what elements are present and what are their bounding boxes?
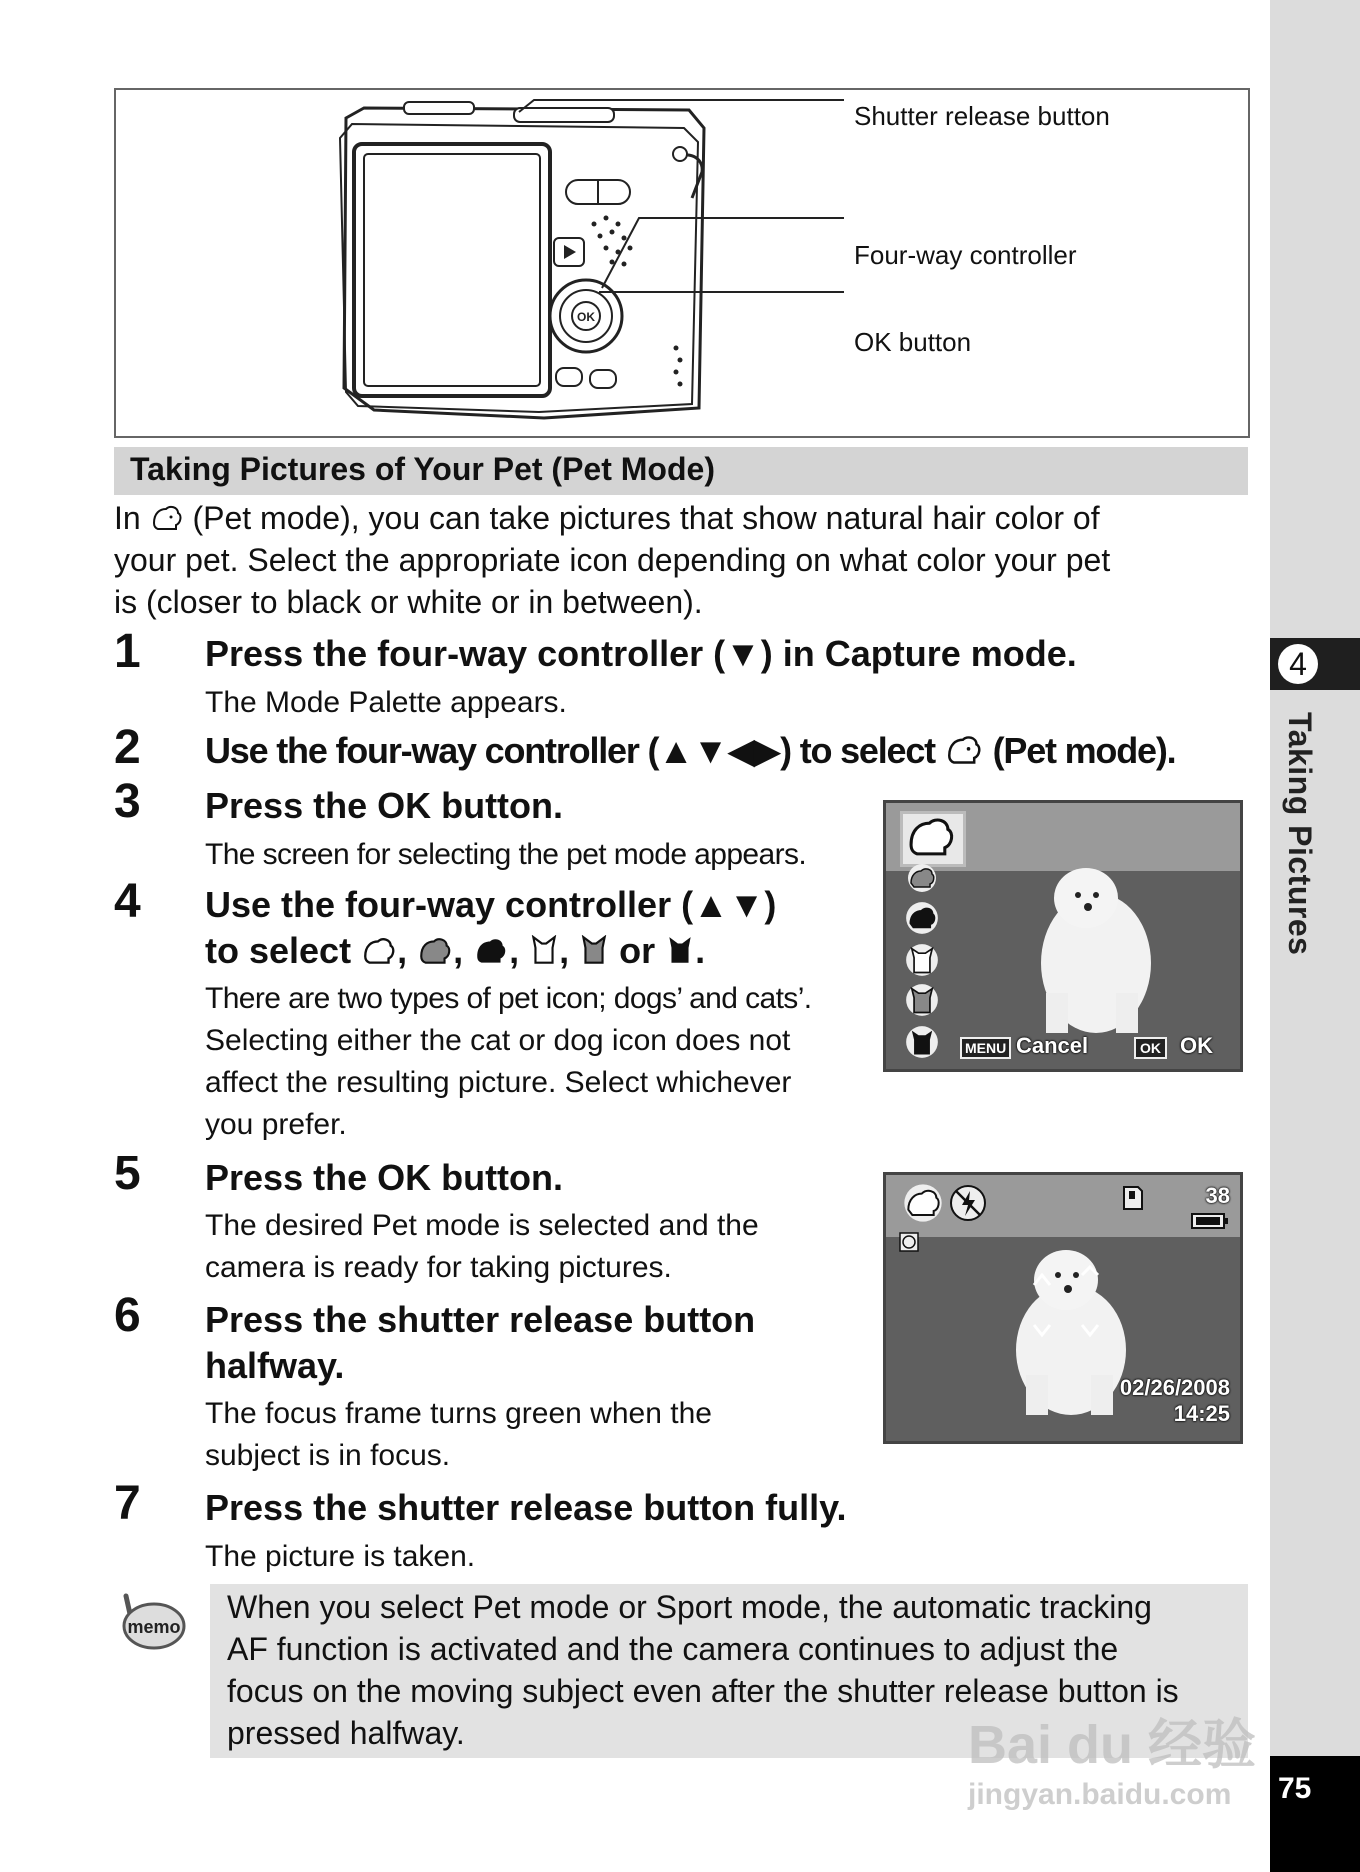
step-6-body-line-2: subject is in focus. — [205, 1439, 451, 1472]
step-3-body: The screen for selecting the pet mode appears. — [205, 838, 807, 871]
callout-shutter-release: Shutter release button — [854, 101, 1110, 131]
step-5-heading: Press the OK button. — [205, 1157, 564, 1198]
dog-white-icon — [361, 935, 397, 967]
step-6-number: 6 — [114, 1289, 141, 1342]
intro-line-1-suffix: (Pet mode), you can take pictures that show natural hair color of — [192, 500, 1100, 536]
step-5-body-line-2: camera is ready for taking pictures. — [205, 1251, 672, 1284]
intro-line-3: is (closer to black or white or in between). — [114, 584, 703, 620]
cat-gray-option-icon[interactable] — [902, 983, 942, 1017]
cat-white-option-icon[interactable] — [902, 943, 942, 977]
callout-four-way-controller: Four-way controller — [854, 240, 1077, 270]
step-2-number: 2 — [114, 721, 141, 774]
camera-illustration — [114, 88, 1248, 436]
callout-ok-button: OK button — [854, 327, 972, 357]
chapter-number: 4 — [1278, 644, 1318, 684]
step-2-heading-prefix: Use the four-way controller (▲▼◀▶) to select — [205, 730, 935, 771]
step-7-body: The picture is taken. — [205, 1540, 476, 1573]
pet-mode-icon — [150, 503, 184, 533]
step-6-body-line-1: The focus frame turns green when the — [205, 1397, 712, 1430]
step-3-heading: Press the OK button. — [205, 785, 564, 826]
flash-off-icon — [948, 1183, 988, 1223]
step-4-heading-line-1: Use the four-way controller (▲▼) — [205, 884, 777, 925]
dog-black-icon — [473, 935, 509, 967]
step-2-heading — [205, 730, 1175, 772]
memo-line-4: pressed halfway. — [227, 1715, 465, 1751]
svg-text:OK: OK — [577, 310, 595, 324]
ok-key-badge: OK — [1134, 1037, 1167, 1059]
step-6-heading-line-1: Press the shutter release button — [205, 1299, 756, 1340]
step-5-body-line-1: The desired Pet mode is selected and the — [205, 1209, 759, 1242]
pet-mode-icon — [944, 733, 984, 767]
step-4-body-line-2: Selecting either the cat or dog icon does not — [205, 1024, 791, 1057]
date-display: 02/26/2008 — [1119, 1375, 1230, 1400]
battery-icon — [1190, 1211, 1230, 1231]
step-4-body-line-3: affect the resulting picture. Select whichever — [205, 1066, 792, 1099]
cancel-hint[interactable]: Cancel — [1016, 1033, 1089, 1058]
intro-line-2: your pet. Select the appropriate icon depending on what color your pet — [114, 542, 1111, 578]
selected-dog-white-option[interactable] — [900, 811, 966, 867]
cat-black-icon — [665, 935, 695, 967]
cat-gray-icon — [579, 935, 609, 967]
memo-line-3: focus on the moving subject even after the shutter release button is — [227, 1673, 1179, 1709]
memo-line-1: When you select Pet mode or Sport mode, the automatic tracking — [227, 1589, 1152, 1625]
step-4-select-label: to select — [205, 930, 352, 971]
memo-line-2: AF function is activated and the camera continues to adjust the — [227, 1631, 1119, 1667]
step-1-body: The Mode Palette appears. — [205, 686, 567, 719]
remaining-shots: 38 — [1205, 1183, 1230, 1208]
memo-icon — [116, 1590, 188, 1654]
step-4-number: 4 — [114, 875, 141, 928]
cat-black-option-icon[interactable] — [902, 1025, 942, 1059]
dog-black-option-icon[interactable] — [902, 901, 942, 935]
step-4-body-line-4: you prefer. — [205, 1108, 347, 1141]
section-title: Taking Pictures of Your Pet (Pet Mode) — [130, 451, 715, 487]
dog-gray-option-icon[interactable] — [902, 863, 942, 893]
dog-gray-icon — [417, 935, 453, 967]
pet-mode-status-icon — [900, 1183, 946, 1223]
ok-hint[interactable]: OK — [1180, 1033, 1213, 1058]
cat-white-icon — [529, 935, 559, 967]
intro-line-1-prefix: In — [114, 500, 141, 536]
menu-key-badge: MENU — [960, 1037, 1011, 1059]
step-3-number: 3 — [114, 775, 141, 828]
watermark-brand: Bai du 经验 — [968, 1715, 1257, 1775]
pet-select-screen — [883, 800, 1243, 1072]
face-detect-icon — [898, 1231, 920, 1253]
watermark-url: jingyan.baidu.com — [968, 1778, 1232, 1811]
step-4-or-label: or — [619, 930, 656, 971]
memo-icon-label: memo — [127, 1617, 181, 1637]
step-7-number: 7 — [114, 1477, 141, 1530]
step-1-heading: Press the four-way controller (▼) in Capture mode. — [205, 633, 1077, 674]
step-4-body-line-1: There are two types of pet icon; dogs’ and cats’. — [205, 982, 812, 1015]
intro-line-1 — [114, 497, 1254, 539]
memory-card-icon — [1120, 1185, 1146, 1211]
capture-screen — [883, 1172, 1243, 1444]
step-6-heading-line-2: halfway. — [205, 1345, 345, 1386]
step-4-heading-line-2: to select , , , , or . — [205, 930, 706, 971]
chapter-title: Taking Pictures — [1282, 712, 1318, 956]
time-display: 14:25 — [1173, 1401, 1230, 1426]
step-7-heading: Press the shutter release button fully. — [205, 1487, 847, 1528]
step-5-number: 5 — [114, 1147, 141, 1200]
page-number: 75 — [1278, 1772, 1312, 1805]
step-1-number: 1 — [114, 625, 141, 678]
dog-white-icon — [903, 814, 959, 860]
step-2-heading-suffix: (Pet mode). — [992, 730, 1176, 771]
